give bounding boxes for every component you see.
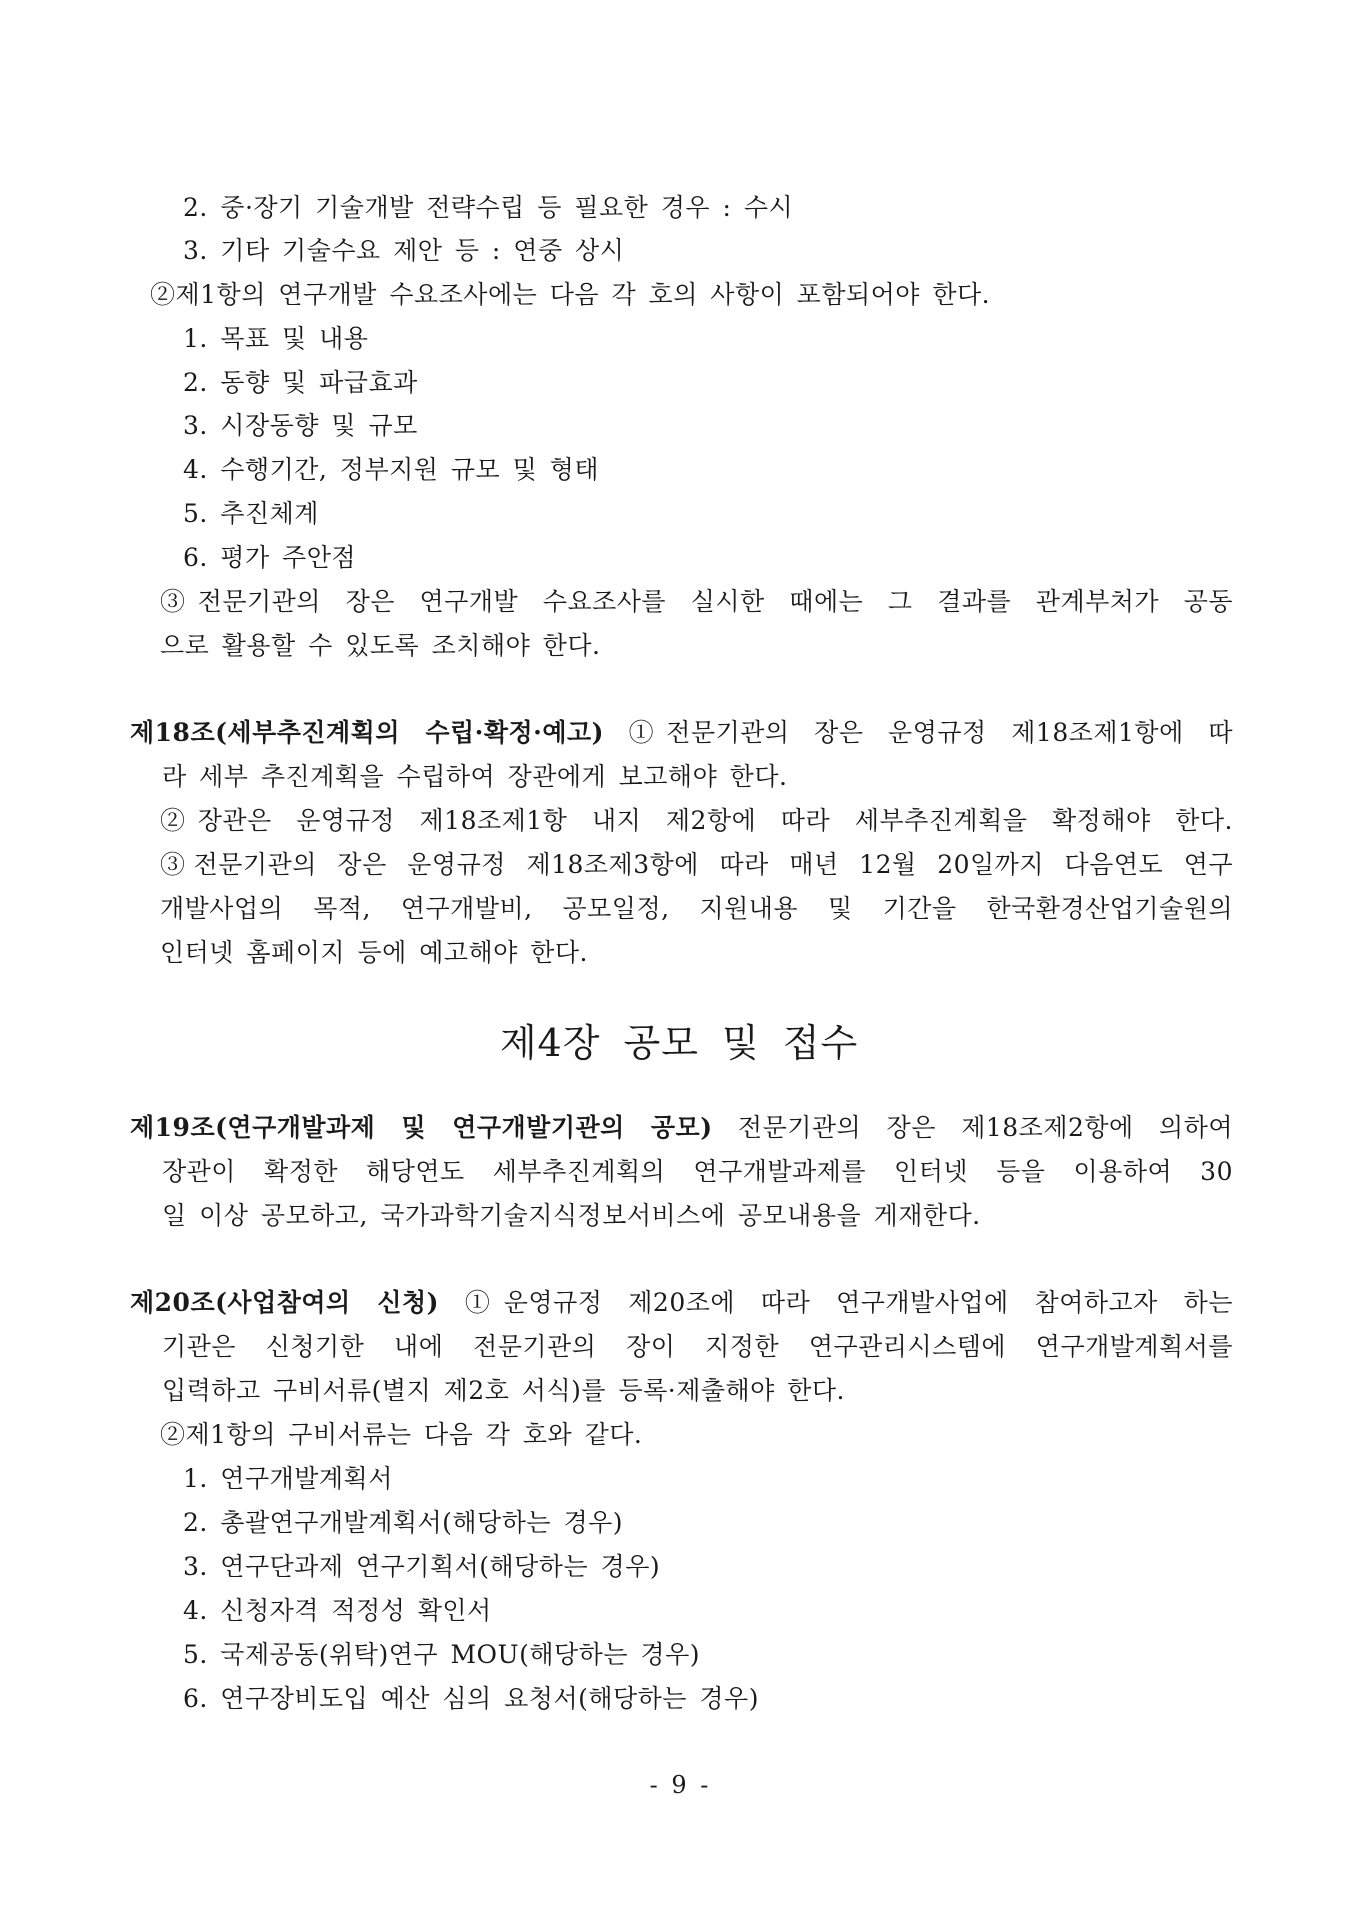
list-item: 5. 국제공동(위탁)연구 MOU(해당하는 경우): [183, 1640, 700, 1669]
paragraph-line: 일 이상 공모하고, 국가과학기술지식정보서비스에 공모내용을 게재한다.: [162, 1201, 981, 1230]
list-item: 6. 연구장비도입 예산 심의 요청서(해당하는 경우): [183, 1684, 759, 1713]
list-item: 2. 동향 및 파급효과: [183, 368, 418, 397]
article-19-title: 제19조(연구개발과제 및 연구개발기관의 공모): [130, 1113, 713, 1142]
list-item: 4. 수행기간, 정부지원 규모 및 형태: [183, 455, 599, 484]
paragraph-line: ③전문기관의 장은 연구개발 수요조사를 실시한 때에는 그 결과를 관계부처가 공동: [160, 587, 1233, 616]
paragraph-line: 장관이 확정한 해당연도 세부추진계획의 연구개발과제를 인터넷 등을 이용하여 30: [162, 1157, 1233, 1186]
paragraph-line: 개발사업의 목적, 연구개발비, 공모일정, 지원내용 및 기간을 한국환경산업기술원의: [160, 894, 1233, 923]
paragraph-line: ②장관은 운영규정 제18조제1항 내지 제2항에 따라 세부추진계획을 확정해야 한다.: [160, 806, 1233, 835]
list-item: 3. 기타 기술수요 제안 등 : 연중 상시: [183, 236, 625, 265]
article-19-text: 전문기관의 장은 제18조제2항에 의하여: [712, 1113, 1233, 1142]
paragraph-line: 으로 활용할 수 있도록 조치해야 한다.: [160, 631, 601, 660]
article-19-first-line: [130, 1111, 1233, 1145]
list-item: 1. 목표 및 내용: [183, 324, 369, 353]
paragraph-line: ③전문기관의 장은 운영규정 제18조제3항에 따라 매년 12월 20일까지 다음연도 연구: [160, 850, 1233, 879]
article-20-title: 제20조(사업참여의 신청): [130, 1288, 439, 1317]
list-item: 3. 시장동향 및 규모: [183, 411, 418, 440]
list-item: 1. 연구개발계획서: [183, 1464, 393, 1493]
page-number: - 9 -: [649, 1771, 709, 1799]
article-20-text: ①운영규정 제20조에 따라 연구개발사업에 참여하고자 하는: [438, 1288, 1233, 1317]
list-item: 3. 연구단과제 연구기획서(해당하는 경우): [183, 1552, 661, 1581]
article-18-title: 제18조(세부추진계획의 수립·확정·예고): [130, 718, 604, 747]
article-18-text: ①전문기관의 장은 운영규정 제18조제1항에 따: [603, 718, 1233, 747]
paragraph-line: 기관은 신청기한 내에 전문기관의 장이 지정한 연구관리시스템에 연구개발계획서를: [162, 1332, 1233, 1361]
list-item: 4. 신청자격 적정성 확인서: [183, 1596, 492, 1625]
paragraph-intro: ②제1항의 연구개발 수요조사에는 다음 각 호의 사항이 포함되어야 한다.: [150, 280, 991, 309]
list-item: 2. 총괄연구개발계획서(해당하는 경우): [183, 1508, 624, 1537]
list-item: 5. 추진체계: [183, 499, 319, 528]
list-item: 6. 평가 주안점: [183, 543, 356, 572]
paragraph-line: 입력하고 구비서류(별지 제2호 서식)를 등록·제출해야 한다.: [162, 1376, 845, 1405]
list-item: 2. 중·장기 기술개발 전략수립 등 필요한 경우 : 수시: [183, 193, 794, 222]
article-18-first-line: [130, 716, 1233, 750]
paragraph-intro: ②제1항의 구비서류는 다음 각 호와 같다.: [160, 1420, 643, 1449]
paragraph-line: 인터넷 홈페이지 등에 예고해야 한다.: [160, 938, 588, 967]
chapter-title: 제4장 공모 및 접수: [499, 1021, 859, 1065]
paragraph-line: 라 세부 추진계획을 수립하여 장관에게 보고해야 한다.: [162, 762, 788, 791]
article-20-first-line: [130, 1286, 1233, 1320]
